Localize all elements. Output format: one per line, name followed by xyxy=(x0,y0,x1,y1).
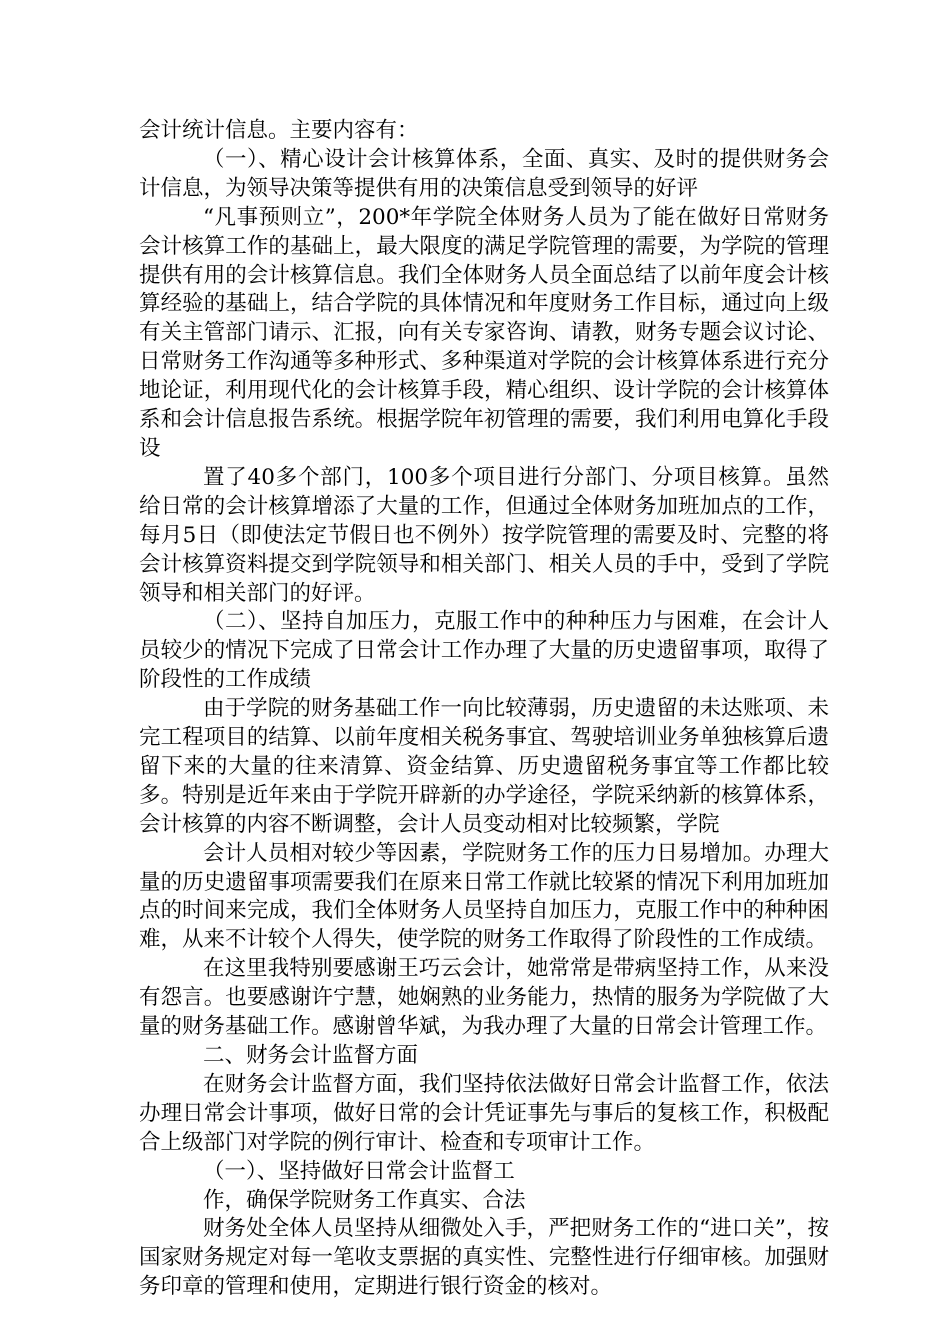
subsection-heading: （一）、坚持做好日常会计监督工 xyxy=(203,1158,515,1184)
paragraph: “凡事预则立”，200*年学院全体财务人员为了能在做好日常财务会计核算工作的基础上，最大限度的满足学院管理的需要，为学院的管理提供有用的会计核算信息。我们全体财务人员全面总结了以前年度会计核算经验的基础上，结合学院的具体情况和年度财务工作目标，通过向上级有关主管部门请示、汇报，向有关专家咨询、请教，财务专题会议讨论、日常财务工作沟通等多种形式、多种渠道对学院的会计核算体系进行充分地论证，利用现代化的会计核算手段，精心组织、设计学院的会计核算体系和会计信息报告系统。根据学院年初管理的需要，我们利用电算化手段设 xyxy=(139,204,829,461)
section-heading-1: （一）、精心设计会计核算体系，全面、真实、及时的提供财务会计信息，为领导决策等提供有用的决策信息受到领导的好评 xyxy=(139,146,829,201)
paragraph: 置了40多个部门，100多个项目进行分部门、分项目核算。虽然给日常的会计核算增添了大量的工作，但通过全体财务加班加点的工作，每月5日（即使法定节假日也不例外）按学院管理的需要及时、完整的将会计核算资料提交到学院领导和相关部门、相关人员的手中，受到了学院领导和相关部门的好评。 xyxy=(139,464,829,606)
section-heading-2: （二）、坚持自加压力，克服工作中的种种压力与困难，在会计人员较少的情况下完成了日常会计工作办理了大量的历史遗留事项，取得了阶段性的工作成绩 xyxy=(139,609,829,693)
paragraph: 在这里我特别要感谢王巧云会计，她常常是带病坚持工作，从来没有怨言。也要感谢许宁慧，她娴熟的业务能力，热情的服务为学院做了大量的财务基础工作。感谢曾华斌，为我办理了大量的日常会计管理工作。 xyxy=(139,956,829,1040)
paragraph-intro: 会计统计信息。主要内容有： xyxy=(139,118,419,143)
paragraph: 由于学院的财务基础工作一向比较薄弱，历史遗留的未达账项、未完工程项目的结算、以前年度相关税务事宜、驾驶培训业务单独核算后遗留下来的大量的往来清算、资金结算、历史遗留税务事宜等工作都比较多。特别是近年来由于学院开辟新的办学途径，学院采纳新的核算体系，会计核算的内容不断调整，会计人员变动相对比较频繁，学院 xyxy=(139,696,829,837)
paragraph: 财务处全体人员坚持从细微处入手，严把财务工作的“进口关”，按国家财务规定对每一笔收支票据的真实性、完整性进行仔细审核。加强财务印章的管理和使用，定期进行银行资金的核对。 xyxy=(139,1216,829,1300)
section-title: 二、财务会计监督方面 xyxy=(203,1043,419,1068)
paragraph: 会计人员相对较少等因素，学院财务工作的压力日易增加。办理大量的历史遗留事项需要我们在原来日常工作就比较紧的情况下利用加班加点的时间来完成，我们全体财务人员坚持自加压力，克服工作中的种种困难，从来不计较个人得失，使学院的财务工作取得了阶段性的工作成绩。 xyxy=(139,840,829,953)
subsection-heading-continued: 作，确保学院财务工作真实、合法 xyxy=(203,1187,526,1213)
document-body xyxy=(139,117,829,1302)
paragraph: 在财务会计监督方面，我们坚持依法做好日常会计监督工作，依法办理日常会计事项，做好日常的会计凭证事先与事后的复核工作，积极配合上级部门对学院的例行审计、检查和专项审计工作。 xyxy=(139,1071,829,1155)
